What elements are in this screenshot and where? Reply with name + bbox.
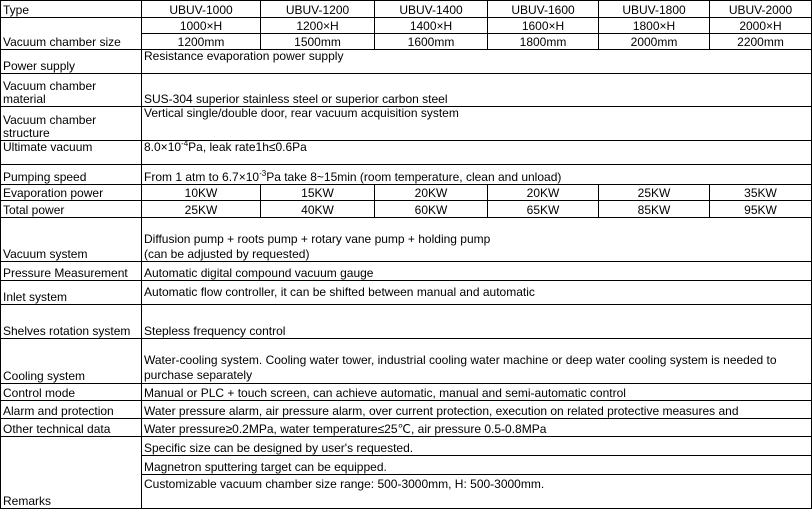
total-power-value: 65KW bbox=[488, 201, 599, 218]
vacuum-system-line-2: (can be adjusted by requested) bbox=[144, 247, 310, 261]
pumping-speed-value: From 1 atm to $6.7\times 10^{-3}Pa$ take 8~15min (room temperature, clean and unload) bbox=[142, 165, 812, 185]
vacuum-system-line-1: Diffusion pump + roots pump + rotary vane pump + holding pump bbox=[144, 232, 491, 246]
chamber-structure-label: Vacuum chamber structure bbox=[1, 107, 142, 141]
ultimate-vacuum-row bbox=[1, 141, 812, 165]
cooling-system-row bbox=[1, 339, 812, 384]
shelves-rotation-label: Shelves rotation system bbox=[1, 305, 142, 339]
chamber-structure-value: Vertical single/double door, rear vacuum acquisition system bbox=[142, 107, 812, 141]
chamber-size-label: Vacuum chamber size bbox=[1, 18, 142, 50]
chamber-size-value: 1000×H bbox=[142, 18, 261, 34]
total-power-value: 85KW bbox=[599, 201, 710, 218]
chamber-material-label: Vacuum chamber material bbox=[1, 74, 142, 107]
evaporation-power-value: 15KW bbox=[261, 185, 375, 201]
remarks-row-1 bbox=[1, 437, 812, 456]
chamber-material-row bbox=[1, 74, 812, 107]
type-label: Type bbox=[1, 1, 142, 18]
chamber-size-value: 1200×H bbox=[261, 18, 375, 34]
chamber-size-value: 1400×H bbox=[375, 18, 488, 34]
other-data-value: Water pressure≥0.2MPa, water temperature≤25℃, air pressure 0.5-0.8MPa bbox=[142, 419, 812, 437]
model-name: UBUV-1600 bbox=[488, 1, 599, 18]
evaporation-power-value: 20KW bbox=[488, 185, 599, 201]
chamber-material-value: SUS-304 superior stainless steel or superior carbon steel bbox=[142, 74, 812, 107]
chamber-size-row-1 bbox=[1, 18, 812, 34]
alarm-protection-label: Alarm and protection bbox=[1, 401, 142, 419]
chamber-structure-row bbox=[1, 107, 812, 141]
control-mode-value: Manual or PLC + touch screen, can achieve automatic, manual and semi-automatic control bbox=[142, 384, 812, 401]
remarks-line: Specific size can be designed by user's requested. bbox=[142, 437, 812, 456]
total-power-value: 40KW bbox=[261, 201, 375, 218]
evaporation-power-value: 25KW bbox=[599, 185, 710, 201]
evaporation-power-label: Evaporation power bbox=[1, 185, 142, 201]
alarm-protection-value: Water pressure alarm, air pressure alarm, over current protection, execution on related protective measures and bbox=[142, 401, 812, 419]
pumping-speed-row bbox=[1, 165, 812, 185]
pressure-measurement-row bbox=[1, 262, 812, 281]
other-data-row bbox=[1, 419, 812, 437]
model-name: UBUV-1200 bbox=[261, 1, 375, 18]
cooling-system-label: Cooling system bbox=[1, 339, 142, 384]
total-power-label: Total power bbox=[1, 201, 142, 218]
power-supply-label: Power supply bbox=[1, 50, 142, 74]
pumping-speed-label: Pumping speed bbox=[1, 165, 142, 185]
pressure-measurement-value: Automatic digital compound vacuum gauge bbox=[142, 262, 812, 281]
alarm-protection-row bbox=[1, 401, 812, 419]
shelves-rotation-value: Stepless frequency control bbox=[142, 305, 812, 339]
inlet-system-label: Inlet system bbox=[1, 281, 142, 305]
power-supply-value: Resistance evaporation power supply bbox=[142, 50, 812, 74]
ultimate-vacuum-value: $8.0\times 10^{-4}Pa$, leak rate1h≤0.6Pa bbox=[142, 141, 812, 165]
total-power-value: 60KW bbox=[375, 201, 488, 218]
chamber-size-value: 1600mm bbox=[375, 34, 488, 50]
vacuum-system-value bbox=[142, 218, 812, 262]
total-power-value: 95KW bbox=[710, 201, 812, 218]
cooling-system-value: Water-cooling system. Cooling water tower, industrial cooling water machine or deep water cooling system is needed to purchase separately bbox=[142, 339, 812, 384]
chamber-size-value: 2000×H bbox=[710, 18, 812, 34]
other-data-label: Other technical data bbox=[1, 419, 142, 437]
model-name: UBUV-1000 bbox=[142, 1, 261, 18]
model-name: UBUV-2000 bbox=[710, 1, 812, 18]
type-row bbox=[1, 1, 812, 18]
chamber-size-value: 1800×H bbox=[599, 18, 710, 34]
chamber-size-value: 1600×H bbox=[488, 18, 599, 34]
chamber-size-value: 2200mm bbox=[710, 34, 812, 50]
evaporation-power-value: 20KW bbox=[375, 185, 488, 201]
chamber-size-value: 1800mm bbox=[488, 34, 599, 50]
remarks-line: Customizable vacuum chamber size range: 500-3000mm, H: 500-3000mm. bbox=[142, 475, 812, 509]
pressure-measurement-label: Pressure Measurement bbox=[1, 262, 142, 281]
chamber-size-value: 2000mm bbox=[599, 34, 710, 50]
model-name: UBUV-1800 bbox=[599, 1, 710, 18]
remarks-line: Magnetron sputtering target can be equipped. bbox=[142, 456, 812, 475]
chamber-size-value: 1200mm bbox=[142, 34, 261, 50]
evaporation-power-value: 35KW bbox=[710, 185, 812, 201]
control-mode-label: Control mode bbox=[1, 384, 142, 401]
evaporation-power-value: 10KW bbox=[142, 185, 261, 201]
inlet-system-value: Automatic flow controller, it can be shifted between manual and automatic bbox=[142, 281, 812, 305]
total-power-row bbox=[1, 201, 812, 218]
evaporation-power-row bbox=[1, 185, 812, 201]
shelves-rotation-row bbox=[1, 305, 812, 339]
vacuum-system-label: Vacuum system bbox=[1, 218, 142, 262]
ultimate-vacuum-label: Ultimate vacuum bbox=[1, 141, 142, 165]
chamber-size-value: 1500mm bbox=[261, 34, 375, 50]
remarks-label: Remarks bbox=[1, 437, 142, 509]
total-power-value: 25KW bbox=[142, 201, 261, 218]
vacuum-system-row bbox=[1, 218, 812, 262]
power-supply-row bbox=[1, 50, 812, 74]
model-name: UBUV-1400 bbox=[375, 1, 488, 18]
inlet-system-row bbox=[1, 281, 812, 305]
control-mode-row bbox=[1, 384, 812, 401]
